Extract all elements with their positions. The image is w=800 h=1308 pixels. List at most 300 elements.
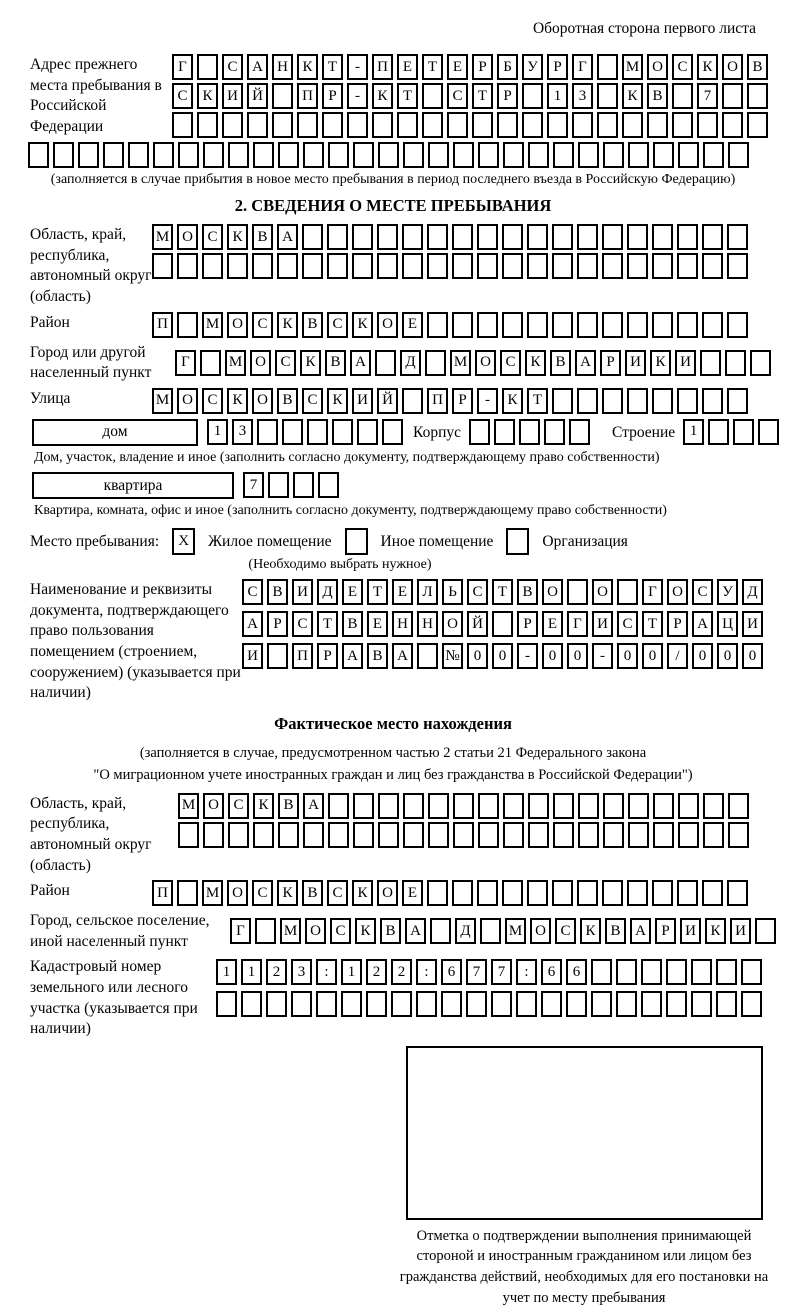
char-cell[interactable] <box>578 822 599 848</box>
char-cell[interactable] <box>591 991 612 1017</box>
char-cell[interactable] <box>503 142 524 168</box>
char-cell[interactable]: Р <box>267 611 288 637</box>
char-cell[interactable]: С <box>330 918 351 944</box>
char-cell[interactable]: М <box>202 312 223 338</box>
char-cell[interactable]: Д <box>400 350 421 376</box>
char-cell[interactable] <box>678 142 699 168</box>
char-cell[interactable] <box>677 880 698 906</box>
char-cell[interactable] <box>678 822 699 848</box>
char-cell[interactable]: С <box>467 579 488 605</box>
char-cell[interactable]: - <box>592 643 613 669</box>
char-cell[interactable] <box>202 253 223 279</box>
char-cell[interactable] <box>452 253 473 279</box>
char-cell[interactable]: С <box>222 54 243 80</box>
char-cell[interactable] <box>591 959 612 985</box>
char-cell[interactable] <box>177 880 198 906</box>
char-cell[interactable] <box>303 822 324 848</box>
char-cell[interactable] <box>502 312 523 338</box>
char-cell[interactable]: Г <box>572 54 593 80</box>
char-cell[interactable]: И <box>352 388 373 414</box>
char-cell[interactable] <box>528 822 549 848</box>
char-cell[interactable]: А <box>350 350 371 376</box>
char-cell[interactable] <box>453 142 474 168</box>
char-cell[interactable] <box>627 224 648 250</box>
char-cell[interactable] <box>703 793 724 819</box>
char-cell[interactable] <box>103 142 124 168</box>
char-cell[interactable]: Р <box>517 611 538 637</box>
char-cell[interactable]: С <box>672 54 693 80</box>
char-cell[interactable]: С <box>242 579 263 605</box>
char-cell[interactable] <box>502 224 523 250</box>
char-cell[interactable]: Т <box>472 83 493 109</box>
char-cell[interactable] <box>666 959 687 985</box>
char-cell[interactable]: 0 <box>567 643 588 669</box>
stay-type-checkbox-other[interactable] <box>345 528 368 555</box>
char-cell[interactable] <box>203 142 224 168</box>
char-cell[interactable] <box>677 312 698 338</box>
char-cell[interactable] <box>577 253 598 279</box>
char-cell[interactable] <box>266 991 287 1017</box>
char-cell[interactable]: Т <box>642 611 663 637</box>
char-cell[interactable] <box>522 83 543 109</box>
char-cell[interactable]: И <box>675 350 696 376</box>
char-cell[interactable]: 1 <box>683 419 704 445</box>
char-cell[interactable] <box>466 991 487 1017</box>
char-cell[interactable] <box>228 142 249 168</box>
char-cell[interactable] <box>492 611 513 637</box>
char-cell[interactable]: Г <box>567 611 588 637</box>
char-cell[interactable] <box>528 793 549 819</box>
char-cell[interactable] <box>277 253 298 279</box>
char-cell[interactable] <box>728 822 749 848</box>
char-cell[interactable] <box>357 419 378 445</box>
char-cell[interactable] <box>452 224 473 250</box>
char-cell[interactable] <box>267 643 288 669</box>
char-cell[interactable] <box>352 253 373 279</box>
char-cell[interactable]: М <box>152 224 173 250</box>
char-cell[interactable] <box>552 312 573 338</box>
char-cell[interactable]: 0 <box>467 643 488 669</box>
char-cell[interactable]: 1 <box>341 959 362 985</box>
char-cell[interactable] <box>416 991 437 1017</box>
char-cell[interactable] <box>478 822 499 848</box>
char-cell[interactable] <box>527 880 548 906</box>
char-cell[interactable]: 6 <box>566 959 587 985</box>
char-cell[interactable] <box>716 991 737 1017</box>
char-cell[interactable]: В <box>278 793 299 819</box>
char-cell[interactable]: И <box>742 611 763 637</box>
char-cell[interactable]: Т <box>527 388 548 414</box>
char-cell[interactable]: А <box>575 350 596 376</box>
char-cell[interactable] <box>697 112 718 138</box>
char-cell[interactable]: 6 <box>441 959 462 985</box>
char-cell[interactable]: И <box>730 918 751 944</box>
char-cell[interactable] <box>528 142 549 168</box>
char-cell[interactable] <box>478 793 499 819</box>
char-cell[interactable] <box>622 112 643 138</box>
char-cell[interactable] <box>741 959 762 985</box>
char-cell[interactable] <box>278 822 299 848</box>
char-cell[interactable]: О <box>377 312 398 338</box>
char-cell[interactable] <box>477 224 498 250</box>
char-cell[interactable]: Е <box>397 54 418 80</box>
char-cell[interactable]: 2 <box>391 959 412 985</box>
char-cell[interactable] <box>597 112 618 138</box>
char-cell[interactable]: К <box>300 350 321 376</box>
char-cell[interactable] <box>577 388 598 414</box>
char-cell[interactable] <box>291 991 312 1017</box>
char-cell[interactable] <box>602 388 623 414</box>
char-cell[interactable] <box>702 388 723 414</box>
char-cell[interactable] <box>702 253 723 279</box>
char-cell[interactable] <box>402 253 423 279</box>
char-cell[interactable]: 0 <box>717 643 738 669</box>
char-cell[interactable] <box>652 253 673 279</box>
char-cell[interactable]: Ц <box>717 611 738 637</box>
char-cell[interactable] <box>447 112 468 138</box>
char-cell[interactable]: Р <box>322 83 343 109</box>
char-cell[interactable]: В <box>277 388 298 414</box>
char-cell[interactable] <box>241 991 262 1017</box>
char-cell[interactable] <box>747 112 768 138</box>
char-cell[interactable] <box>322 112 343 138</box>
char-cell[interactable]: П <box>372 54 393 80</box>
char-cell[interactable]: И <box>242 643 263 669</box>
char-cell[interactable] <box>702 224 723 250</box>
char-cell[interactable] <box>480 918 501 944</box>
char-cell[interactable] <box>677 388 698 414</box>
char-cell[interactable]: О <box>442 611 463 637</box>
char-cell[interactable] <box>516 991 537 1017</box>
char-cell[interactable] <box>602 312 623 338</box>
char-cell[interactable] <box>716 959 737 985</box>
char-cell[interactable] <box>627 253 648 279</box>
char-cell[interactable]: К <box>253 793 274 819</box>
char-cell[interactable]: И <box>625 350 646 376</box>
char-cell[interactable]: - <box>347 83 368 109</box>
char-cell[interactable]: И <box>222 83 243 109</box>
char-cell[interactable] <box>302 224 323 250</box>
char-cell[interactable]: К <box>227 388 248 414</box>
stay-type-checkbox-residential[interactable]: X <box>172 528 195 555</box>
char-cell[interactable]: В <box>302 880 323 906</box>
char-cell[interactable]: С <box>617 611 638 637</box>
char-cell[interactable]: Р <box>452 388 473 414</box>
char-cell[interactable] <box>78 142 99 168</box>
char-cell[interactable] <box>527 224 548 250</box>
char-cell[interactable] <box>541 991 562 1017</box>
char-cell[interactable] <box>727 388 748 414</box>
char-cell[interactable]: О <box>305 918 326 944</box>
char-cell[interactable] <box>252 253 273 279</box>
char-cell[interactable]: Р <box>600 350 621 376</box>
char-cell[interactable] <box>316 991 337 1017</box>
char-cell[interactable] <box>257 419 278 445</box>
char-cell[interactable]: К <box>352 312 373 338</box>
char-cell[interactable]: А <box>692 611 713 637</box>
char-cell[interactable] <box>652 388 673 414</box>
char-cell[interactable] <box>377 224 398 250</box>
char-cell[interactable]: Н <box>417 611 438 637</box>
char-cell[interactable] <box>172 112 193 138</box>
char-cell[interactable] <box>641 991 662 1017</box>
char-cell[interactable]: Е <box>402 312 423 338</box>
char-cell[interactable] <box>678 793 699 819</box>
char-cell[interactable] <box>741 991 762 1017</box>
char-cell[interactable]: С <box>252 312 273 338</box>
char-cell[interactable]: С <box>327 880 348 906</box>
char-cell[interactable]: С <box>275 350 296 376</box>
char-cell[interactable]: О <box>722 54 743 80</box>
char-cell[interactable]: 3 <box>572 83 593 109</box>
char-cell[interactable]: Н <box>392 611 413 637</box>
char-cell[interactable] <box>569 419 590 445</box>
char-cell[interactable]: Т <box>317 611 338 637</box>
char-cell[interactable]: В <box>252 224 273 250</box>
char-cell[interactable]: 1 <box>547 83 568 109</box>
char-cell[interactable] <box>722 83 743 109</box>
char-cell[interactable] <box>733 419 754 445</box>
char-cell[interactable]: В <box>342 611 363 637</box>
char-cell[interactable]: Р <box>667 611 688 637</box>
char-cell[interactable] <box>152 253 173 279</box>
char-cell[interactable] <box>441 991 462 1017</box>
char-cell[interactable] <box>503 793 524 819</box>
char-cell[interactable]: С <box>555 918 576 944</box>
char-cell[interactable]: К <box>697 54 718 80</box>
char-cell[interactable]: Д <box>455 918 476 944</box>
char-cell[interactable] <box>428 822 449 848</box>
char-cell[interactable] <box>327 253 348 279</box>
char-cell[interactable] <box>544 419 565 445</box>
char-cell[interactable]: Р <box>655 918 676 944</box>
char-cell[interactable] <box>28 142 49 168</box>
char-cell[interactable] <box>430 918 451 944</box>
char-cell[interactable] <box>425 350 446 376</box>
char-cell[interactable]: Б <box>497 54 518 80</box>
char-cell[interactable] <box>352 224 373 250</box>
char-cell[interactable]: Д <box>317 579 338 605</box>
char-cell[interactable] <box>628 793 649 819</box>
char-cell[interactable] <box>255 918 276 944</box>
char-cell[interactable]: Й <box>467 611 488 637</box>
char-cell[interactable] <box>722 112 743 138</box>
char-cell[interactable]: Е <box>367 611 388 637</box>
char-cell[interactable]: 7 <box>697 83 718 109</box>
char-cell[interactable] <box>603 793 624 819</box>
char-cell[interactable] <box>268 472 289 498</box>
char-cell[interactable]: 3 <box>232 419 253 445</box>
char-cell[interactable] <box>497 112 518 138</box>
char-cell[interactable] <box>469 419 490 445</box>
char-cell[interactable] <box>702 312 723 338</box>
char-cell[interactable]: К <box>372 83 393 109</box>
char-cell[interactable]: 2 <box>266 959 287 985</box>
char-cell[interactable]: Н <box>272 54 293 80</box>
char-cell[interactable]: П <box>427 388 448 414</box>
char-cell[interactable] <box>527 253 548 279</box>
char-cell[interactable] <box>627 880 648 906</box>
char-cell[interactable] <box>647 112 668 138</box>
char-cell[interactable]: М <box>622 54 643 80</box>
char-cell[interactable] <box>602 253 623 279</box>
char-cell[interactable]: 0 <box>692 643 713 669</box>
char-cell[interactable]: К <box>355 918 376 944</box>
char-cell[interactable]: Й <box>377 388 398 414</box>
char-cell[interactable]: М <box>202 880 223 906</box>
char-cell[interactable]: О <box>177 224 198 250</box>
char-cell[interactable]: И <box>680 918 701 944</box>
char-cell[interactable] <box>578 142 599 168</box>
char-cell[interactable] <box>577 880 598 906</box>
char-cell[interactable] <box>477 253 498 279</box>
char-cell[interactable] <box>758 419 779 445</box>
char-cell[interactable] <box>617 579 638 605</box>
char-cell[interactable]: Е <box>392 579 413 605</box>
char-cell[interactable] <box>391 991 412 1017</box>
char-cell[interactable] <box>272 83 293 109</box>
char-cell[interactable] <box>641 959 662 985</box>
char-cell[interactable] <box>703 142 724 168</box>
char-cell[interactable] <box>402 388 423 414</box>
char-cell[interactable]: Р <box>547 54 568 80</box>
char-cell[interactable] <box>553 822 574 848</box>
char-cell[interactable] <box>672 83 693 109</box>
char-cell[interactable]: О <box>592 579 613 605</box>
char-cell[interactable] <box>566 991 587 1017</box>
char-cell[interactable] <box>494 419 515 445</box>
char-cell[interactable] <box>666 991 687 1017</box>
char-cell[interactable] <box>491 991 512 1017</box>
char-cell[interactable]: Г <box>172 54 193 80</box>
char-cell[interactable]: С <box>327 312 348 338</box>
char-cell[interactable]: - <box>477 388 498 414</box>
char-cell[interactable] <box>377 253 398 279</box>
char-cell[interactable] <box>616 959 637 985</box>
char-cell[interactable] <box>422 112 443 138</box>
char-cell[interactable] <box>578 793 599 819</box>
char-cell[interactable] <box>672 112 693 138</box>
char-cell[interactable]: Е <box>542 611 563 637</box>
char-cell[interactable] <box>502 880 523 906</box>
char-cell[interactable] <box>427 224 448 250</box>
char-cell[interactable] <box>477 880 498 906</box>
char-cell[interactable] <box>397 112 418 138</box>
char-cell[interactable]: В <box>605 918 626 944</box>
char-cell[interactable]: Й <box>247 83 268 109</box>
char-cell[interactable]: К <box>297 54 318 80</box>
char-cell[interactable] <box>553 793 574 819</box>
char-cell[interactable] <box>552 224 573 250</box>
char-cell[interactable] <box>318 472 339 498</box>
char-cell[interactable] <box>553 142 574 168</box>
char-cell[interactable]: К <box>227 224 248 250</box>
char-cell[interactable]: 7 <box>243 472 264 498</box>
char-cell[interactable] <box>522 112 543 138</box>
char-cell[interactable] <box>567 579 588 605</box>
char-cell[interactable] <box>708 419 729 445</box>
char-cell[interactable]: 7 <box>466 959 487 985</box>
char-cell[interactable] <box>382 419 403 445</box>
char-cell[interactable] <box>272 112 293 138</box>
char-cell[interactable] <box>597 83 618 109</box>
char-cell[interactable]: К <box>502 388 523 414</box>
char-cell[interactable]: Л <box>417 579 438 605</box>
char-cell[interactable] <box>597 54 618 80</box>
char-cell[interactable]: М <box>505 918 526 944</box>
char-cell[interactable] <box>128 142 149 168</box>
char-cell[interactable]: В <box>267 579 288 605</box>
char-cell[interactable]: К <box>650 350 671 376</box>
char-cell[interactable] <box>519 419 540 445</box>
char-cell[interactable] <box>727 224 748 250</box>
char-cell[interactable]: А <box>303 793 324 819</box>
char-cell[interactable]: А <box>277 224 298 250</box>
char-cell[interactable]: А <box>247 54 268 80</box>
char-cell[interactable]: В <box>367 643 388 669</box>
char-cell[interactable]: Т <box>397 83 418 109</box>
char-cell[interactable]: С <box>302 388 323 414</box>
char-cell[interactable]: П <box>292 643 313 669</box>
char-cell[interactable]: М <box>450 350 471 376</box>
char-cell[interactable]: К <box>705 918 726 944</box>
char-cell[interactable]: Т <box>422 54 443 80</box>
char-cell[interactable] <box>197 112 218 138</box>
char-cell[interactable] <box>402 224 423 250</box>
char-cell[interactable] <box>727 880 748 906</box>
char-cell[interactable] <box>417 643 438 669</box>
char-cell[interactable]: И <box>592 611 613 637</box>
char-cell[interactable]: 0 <box>742 643 763 669</box>
char-cell[interactable]: А <box>630 918 651 944</box>
char-cell[interactable]: О <box>252 388 273 414</box>
char-cell[interactable]: Д <box>742 579 763 605</box>
char-cell[interactable]: С <box>202 224 223 250</box>
char-cell[interactable]: С <box>292 611 313 637</box>
char-cell[interactable]: 0 <box>492 643 513 669</box>
char-cell[interactable]: 0 <box>542 643 563 669</box>
char-cell[interactable]: 3 <box>291 959 312 985</box>
char-cell[interactable] <box>627 312 648 338</box>
char-cell[interactable]: : <box>316 959 337 985</box>
char-cell[interactable]: К <box>622 83 643 109</box>
char-cell[interactable] <box>602 224 623 250</box>
char-cell[interactable] <box>577 224 598 250</box>
char-cell[interactable]: М <box>225 350 246 376</box>
char-cell[interactable]: 6 <box>541 959 562 985</box>
char-cell[interactable]: О <box>530 918 551 944</box>
char-cell[interactable]: С <box>500 350 521 376</box>
char-cell[interactable] <box>552 880 573 906</box>
char-cell[interactable] <box>547 112 568 138</box>
char-cell[interactable] <box>478 142 499 168</box>
char-cell[interactable]: : <box>416 959 437 985</box>
char-cell[interactable] <box>177 312 198 338</box>
char-cell[interactable]: Е <box>342 579 363 605</box>
char-cell[interactable]: Т <box>492 579 513 605</box>
char-cell[interactable]: 1 <box>241 959 262 985</box>
char-cell[interactable] <box>572 112 593 138</box>
char-cell[interactable] <box>472 112 493 138</box>
char-cell[interactable] <box>222 112 243 138</box>
char-cell[interactable] <box>341 991 362 1017</box>
char-cell[interactable]: У <box>522 54 543 80</box>
char-cell[interactable]: У <box>717 579 738 605</box>
stay-type-checkbox-organization[interactable] <box>506 528 529 555</box>
char-cell[interactable] <box>453 793 474 819</box>
char-cell[interactable] <box>755 918 776 944</box>
char-cell[interactable] <box>527 312 548 338</box>
